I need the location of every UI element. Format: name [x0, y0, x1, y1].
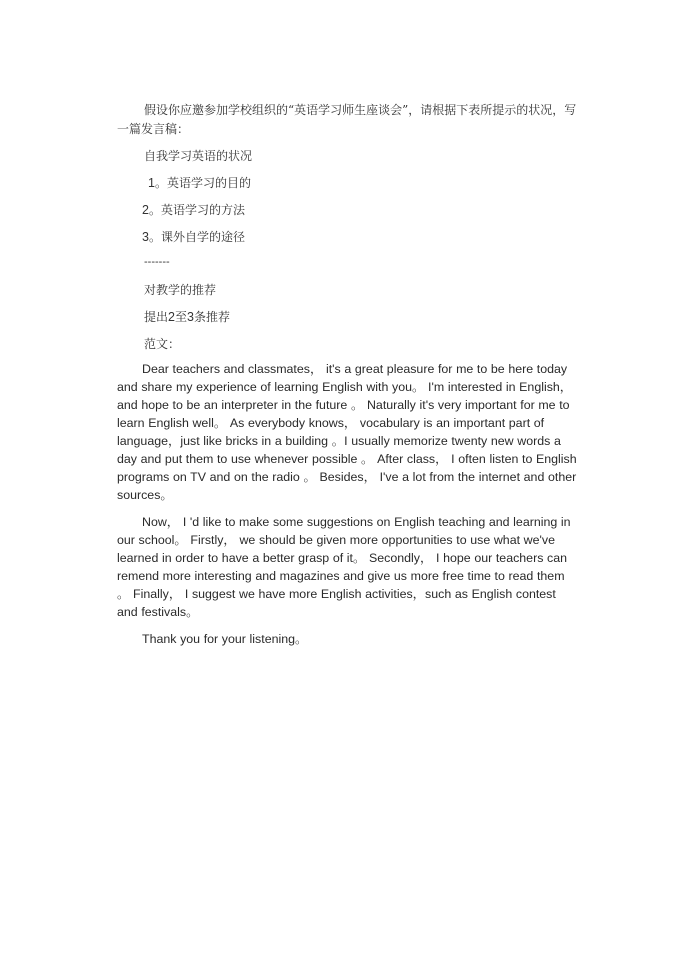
writing-prompt: 假设你应邀参加学校组织的“英语学习师生座谈会”，请根据下表所提示的状况，写一篇发言稿：: [117, 103, 577, 136]
outline-item-text: 。课外自学的途径: [148, 230, 245, 244]
outline-item-3: [142, 228, 245, 247]
outline-item-text: 。英语学习的方法: [148, 203, 245, 217]
sample-essay-label: 范文：: [144, 337, 181, 351]
outline-item-2: [142, 201, 245, 220]
outline-item-number: 3: [142, 230, 149, 244]
outline-item-1: [148, 174, 251, 193]
outline-item-number: 2: [142, 203, 149, 217]
section-title-self-study: 自我学习英语的状况: [144, 149, 253, 163]
section-title-teaching-recommendations: 对教学的推荐: [144, 283, 217, 297]
recommendation-instruction: 提出2至3条推荐: [144, 310, 230, 324]
outline-item-text: 。英语学习的目的: [154, 176, 251, 190]
essay-closing: Thank you for your listening。: [142, 632, 308, 646]
outline-item-number: 1: [148, 176, 155, 190]
essay-paragraph-2: Now， I 'd like to make some suggestions on English teaching and learning in our school。 Firstly， we should be given more opportunities to use what we've learned in order to have a better grasp of it。 Secondly， I hope our teachers can remend more interesting and magazines and give us more free time to read them 。 Finally， I suggest we have more English activities，such as English contest and festivals。: [117, 515, 571, 619]
essay-paragraph-1: Dear teachers and classmates， it's a great pleasure for me to be here today and share my experience of learning English with you。 I'm interested in English，and hope to be an interpreter in the future 。 Naturally it's very important for me to learn English well。 As everybody knows， vocabulary is an important part of language，just like bricks in a building 。I usually memorize twenty new words a day and put them to use whenever possible 。 After class， I often listen to English programs on TV and on the radio 。 Besides， I've a lot from the internet and other sources。: [117, 362, 577, 502]
section-divider: -------: [144, 256, 170, 268]
